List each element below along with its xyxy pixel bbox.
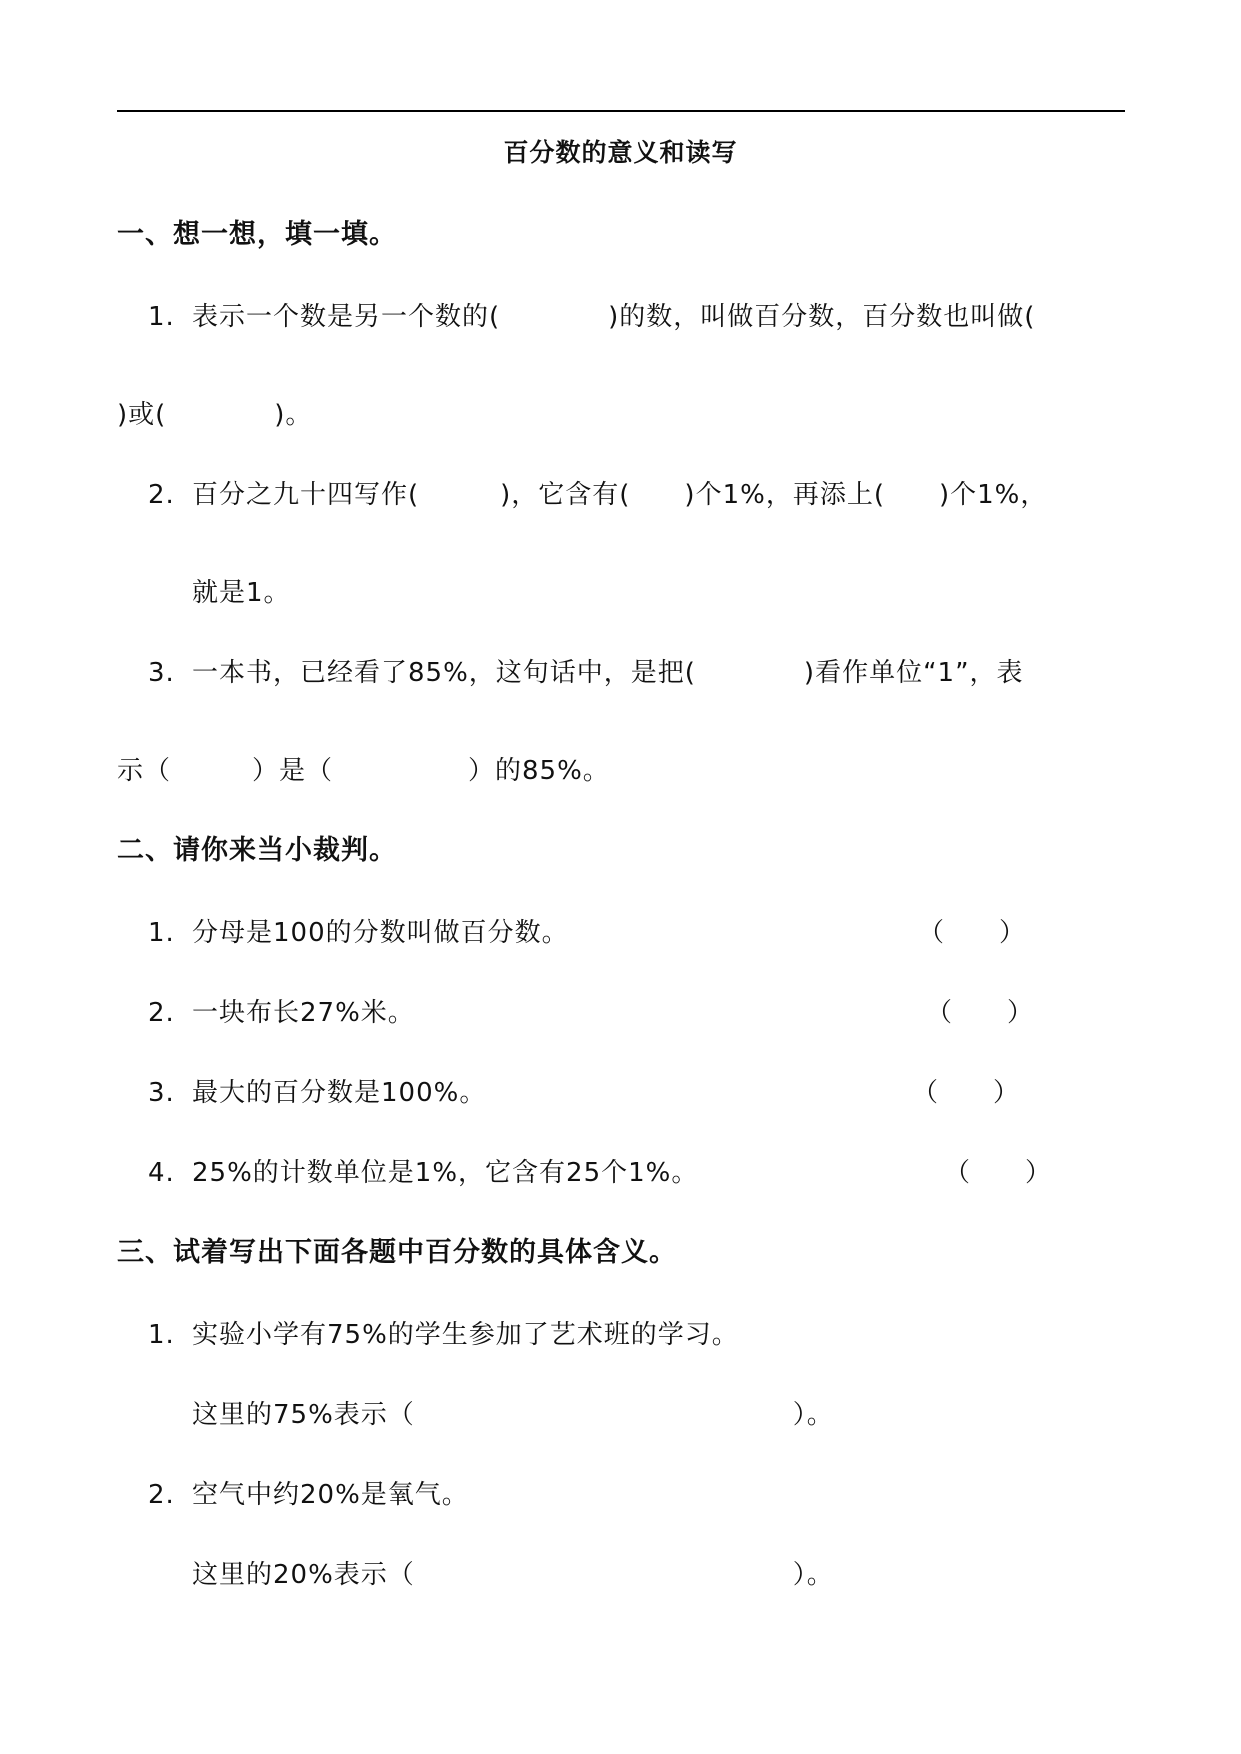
section-3-heading: 三、试着写出下面各题中百分数的具体含义。 bbox=[117, 1237, 677, 1268]
page-title: 百分数的意义和读写 bbox=[503, 138, 738, 167]
s2-item-1-text: 分母是100的分数叫做百分数。 bbox=[192, 918, 569, 948]
s2-item-4-text: 25%的计数单位是1%，它含有25个1%。 bbox=[192, 1158, 699, 1188]
s1-q3-number: 3. bbox=[148, 658, 175, 688]
s1-q2-number: 2. bbox=[148, 480, 175, 510]
s1-q2-line1: 百分之九十四写作( )，它含有( )个1%，再添上( )个1%， bbox=[192, 480, 1048, 510]
s2-item-3-number: 3. bbox=[148, 1078, 175, 1108]
s3-item-1-answer-line[interactable]: 这里的75%表示（ ）。 bbox=[192, 1400, 834, 1430]
s2-item-3-text: 最大的百分数是100%。 bbox=[192, 1078, 487, 1108]
s1-q1-line1: 表示一个数是另一个数的( )的数，叫做百分数，百分数也叫做( bbox=[192, 302, 1036, 332]
top-rule bbox=[117, 110, 1125, 112]
s3-item-1-number: 1. bbox=[148, 1320, 175, 1350]
s1-q3-line2: 示（ ）是（ ）的85%。 bbox=[117, 756, 610, 786]
s1-q3-line1: 一本书，已经看了85%，这句话中，是把( )看作单位“1”，表 bbox=[192, 658, 1024, 688]
s1-q2-line2: 就是1。 bbox=[192, 578, 291, 608]
section-2-heading: 二、请你来当小裁判。 bbox=[117, 835, 397, 866]
s2-item-1-answer-blank[interactable]: （ ） bbox=[918, 918, 1027, 948]
s3-item-2-answer-line[interactable]: 这里的20%表示（ ）。 bbox=[192, 1560, 834, 1590]
s1-q1-line2: )或( )。 bbox=[117, 400, 313, 430]
s2-item-3-answer-blank[interactable]: （ ） bbox=[912, 1078, 1021, 1108]
s1-q1-number: 1. bbox=[148, 302, 175, 332]
s2-item-2-number: 2. bbox=[148, 998, 175, 1028]
section-1-heading: 一、想一想，填一填。 bbox=[117, 219, 397, 250]
s2-item-4-number: 4. bbox=[148, 1158, 175, 1188]
s3-item-1-text: 实验小学有75%的学生参加了艺术班的学习。 bbox=[192, 1320, 739, 1350]
s2-item-2-answer-blank[interactable]: （ ） bbox=[926, 998, 1035, 1028]
s3-item-2-number: 2. bbox=[148, 1480, 175, 1510]
s2-item-2-text: 一块布长27%米。 bbox=[192, 998, 415, 1028]
s3-item-2-text: 空气中约20%是氧气。 bbox=[192, 1480, 469, 1510]
s2-item-4-answer-blank[interactable]: （ ） bbox=[944, 1158, 1053, 1188]
s2-item-1-number: 1. bbox=[148, 918, 175, 948]
